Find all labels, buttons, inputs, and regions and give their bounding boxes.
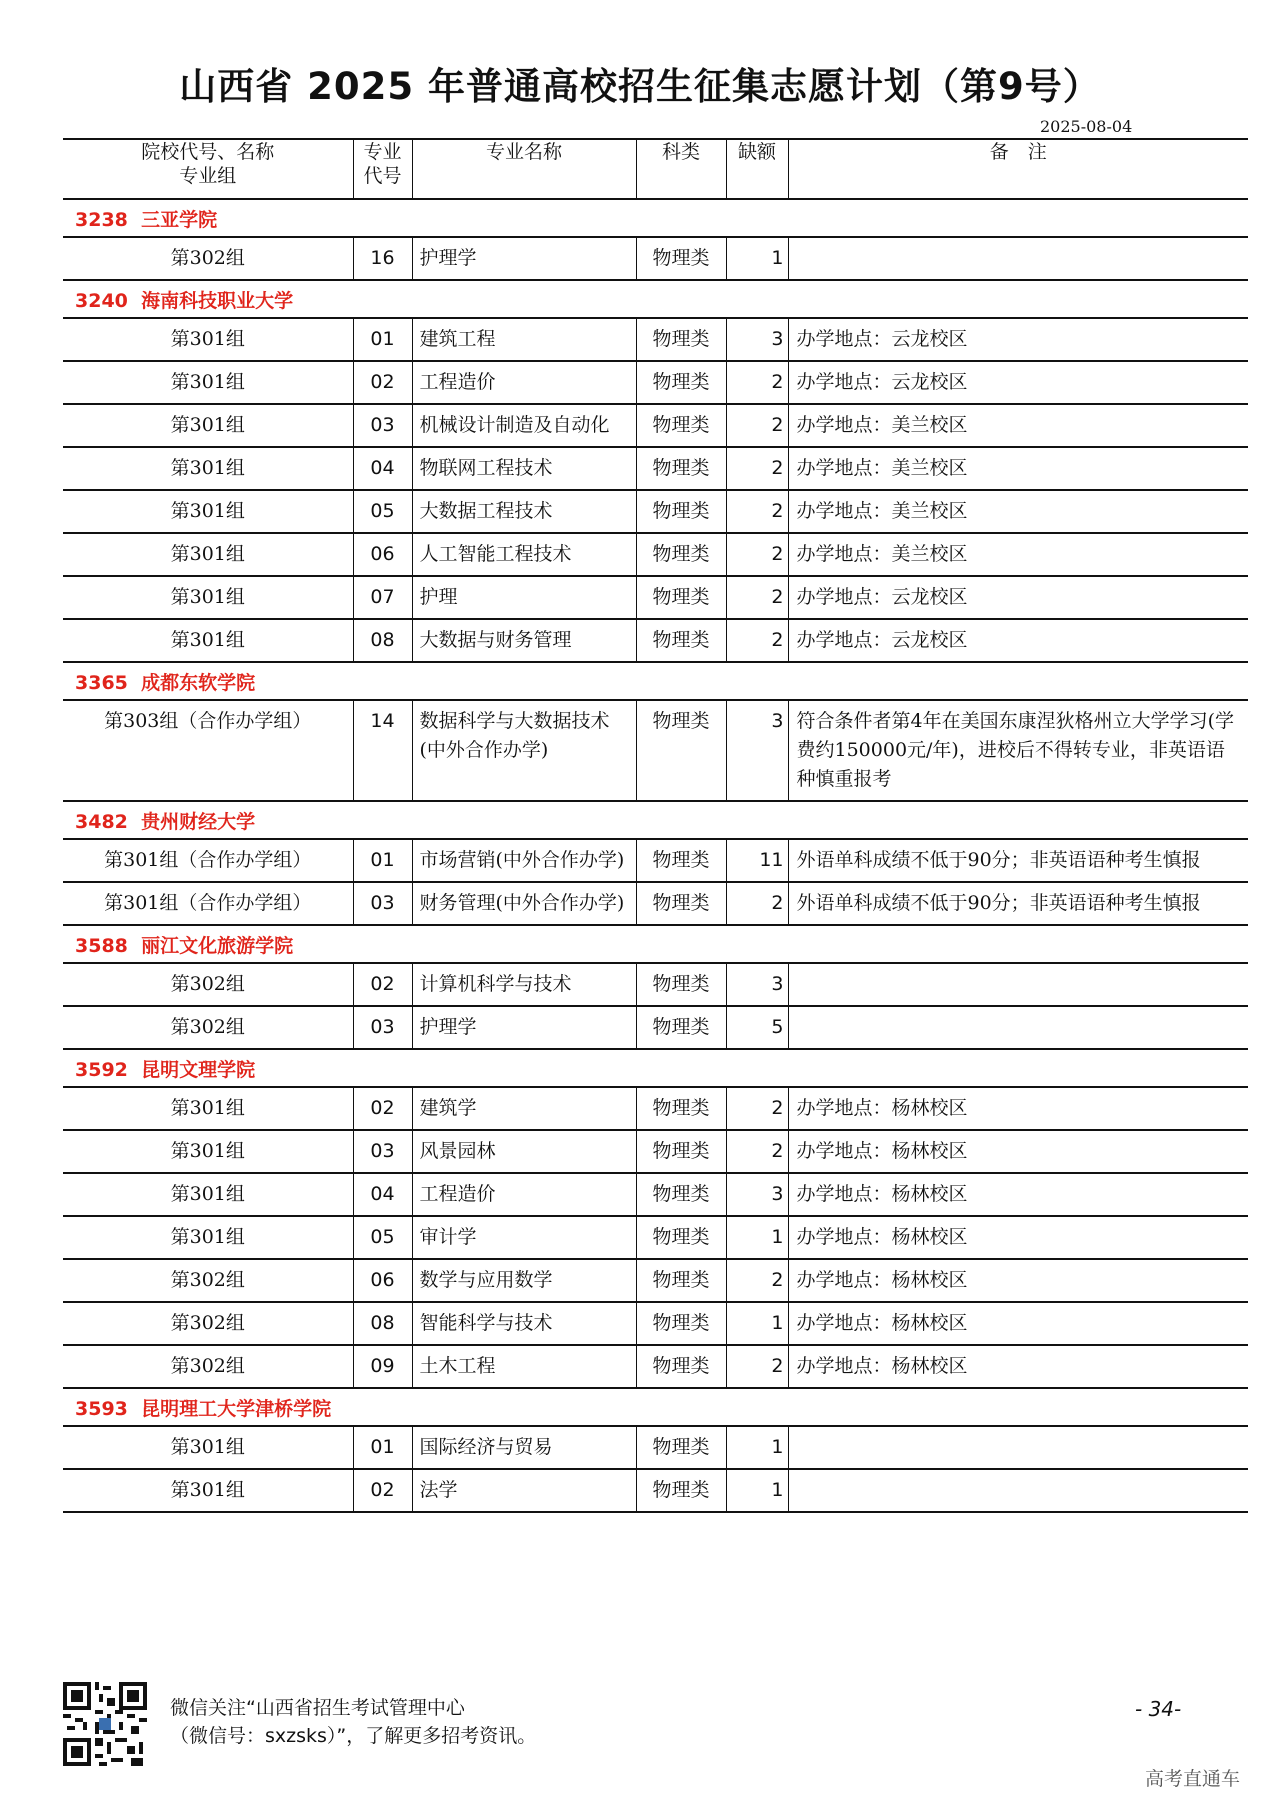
remark-cell: 办学地点：杨林校区	[788, 1173, 1248, 1216]
table-row	[63, 237, 1248, 280]
group-cell: 第302组	[63, 237, 353, 280]
remark-cell: 办学地点：云龙校区	[788, 619, 1248, 662]
table-row	[63, 490, 1248, 533]
table-row	[63, 619, 1248, 662]
major-code-cell: 01	[353, 318, 412, 361]
major-name-cell: 财务管理(中外合作办学)	[412, 882, 636, 925]
major-code-cell: 04	[353, 447, 412, 490]
major-name-cell: 护理	[412, 576, 636, 619]
vacancies-cell: 1	[726, 1302, 788, 1345]
table-row	[63, 839, 1248, 882]
major-code-cell: 06	[353, 1259, 412, 1302]
vacancies-cell: 3	[726, 318, 788, 361]
category-cell: 物理类	[636, 1216, 726, 1259]
major-code-cell: 03	[353, 404, 412, 447]
group-cell: 第301组	[63, 576, 353, 619]
watermark-text: 高考直通车	[1145, 1768, 1241, 1790]
major-code-cell: 02	[353, 1469, 412, 1512]
major-name-cell: 人工智能工程技术	[412, 533, 636, 576]
header-group-label: 院校代号、名称 专业组	[141, 141, 275, 187]
vacancies-cell: 3	[726, 700, 788, 801]
major-name-cell: 审计学	[412, 1216, 636, 1259]
category-cell: 物理类	[636, 839, 726, 882]
footer-line-1: 微信关注“山西省招生考试管理中心	[170, 1697, 465, 1719]
school-row	[63, 1049, 1248, 1087]
major-code-cell: 03	[353, 1130, 412, 1173]
category-cell: 物理类	[636, 1469, 726, 1512]
group-cell: 第302组	[63, 1302, 353, 1345]
page-number: - 34-	[1135, 1697, 1182, 1721]
vacancies-cell: 1	[726, 1216, 788, 1259]
category-cell: 物理类	[636, 1302, 726, 1345]
category-cell: 物理类	[636, 1173, 726, 1216]
major-name-cell: 风景园林	[412, 1130, 636, 1173]
group-cell: 第301组	[63, 1130, 353, 1173]
remark-cell: 办学地点：杨林校区	[788, 1259, 1248, 1302]
publish-date: 2025-08-04	[1040, 117, 1133, 136]
category-cell: 物理类	[636, 963, 726, 1006]
school-name: 3592 昆明文理学院	[63, 1049, 1248, 1087]
remark-cell	[788, 1006, 1248, 1049]
header-remarks: 备 注	[788, 139, 1248, 199]
header-vacancies: 缺额	[726, 139, 788, 199]
major-name-cell: 工程造价	[412, 1173, 636, 1216]
remark-cell: 办学地点：杨林校区	[788, 1087, 1248, 1130]
table-row	[63, 1426, 1248, 1469]
remark-cell: 办学地点：美兰校区	[788, 404, 1248, 447]
major-name-cell: 大数据与财务管理	[412, 619, 636, 662]
remark-cell: 办学地点：杨林校区	[788, 1216, 1248, 1259]
category-cell: 物理类	[636, 576, 726, 619]
category-cell: 物理类	[636, 1130, 726, 1173]
table-row	[63, 1087, 1248, 1130]
remark-cell	[788, 237, 1248, 280]
remark-cell: 办学地点：杨林校区	[788, 1302, 1248, 1345]
qr-code-icon	[63, 1682, 147, 1766]
school-name: 3588 丽江文化旅游学院	[63, 925, 1248, 963]
group-cell: 第302组	[63, 963, 353, 1006]
major-code-cell: 03	[353, 1006, 412, 1049]
major-name-cell: 大数据工程技术	[412, 490, 636, 533]
header-category: 科类	[636, 139, 726, 199]
vacancies-cell: 2	[726, 361, 788, 404]
vacancies-cell: 2	[726, 882, 788, 925]
vacancies-cell: 2	[726, 1345, 788, 1388]
major-name-cell: 数学与应用数学	[412, 1259, 636, 1302]
remark-cell: 办学地点：云龙校区	[788, 318, 1248, 361]
remark-cell: 办学地点：美兰校区	[788, 447, 1248, 490]
major-name-cell: 土木工程	[412, 1345, 636, 1388]
table-row	[63, 533, 1248, 576]
table-row	[63, 700, 1248, 801]
major-code-cell: 05	[353, 1216, 412, 1259]
vacancies-cell: 2	[726, 1130, 788, 1173]
remark-cell	[788, 1469, 1248, 1512]
footer-note	[170, 1694, 536, 1750]
group-cell: 第301组	[63, 490, 353, 533]
school-name: 3482 贵州财经大学	[63, 801, 1248, 839]
vacancies-cell: 2	[726, 576, 788, 619]
vacancies-cell: 2	[726, 1087, 788, 1130]
group-cell: 第301组	[63, 447, 353, 490]
vacancies-cell: 3	[726, 1173, 788, 1216]
category-cell: 物理类	[636, 361, 726, 404]
group-cell: 第301组	[63, 361, 353, 404]
major-code-cell: 08	[353, 619, 412, 662]
school-name: 3365 成都东软学院	[63, 662, 1248, 700]
table-row	[63, 882, 1248, 925]
table-row	[63, 447, 1248, 490]
school-row	[63, 662, 1248, 700]
group-cell: 第301组	[63, 619, 353, 662]
category-cell: 物理类	[636, 700, 726, 801]
school-name: 3593 昆明理工大学津桥学院	[63, 1388, 1248, 1426]
major-name-cell: 护理学	[412, 1006, 636, 1049]
footer-line-2: （微信号：sxzsks）”，了解更多招考资讯。	[170, 1725, 537, 1747]
category-cell: 物理类	[636, 533, 726, 576]
major-name-cell: 护理学	[412, 237, 636, 280]
major-name-cell: 数据科学与大数据技术(中外合作办学)	[412, 700, 636, 801]
page-title: 山西省 2025 年普通高校招生征集志愿计划（第9号）	[179, 65, 1101, 108]
category-cell: 物理类	[636, 1087, 726, 1130]
major-name-cell: 市场营销(中外合作办学)	[412, 839, 636, 882]
vacancies-cell: 2	[726, 447, 788, 490]
remark-cell	[788, 963, 1248, 1006]
school-row	[63, 925, 1248, 963]
header-major-code	[353, 139, 412, 199]
vacancies-cell: 2	[726, 1259, 788, 1302]
major-name-cell: 建筑工程	[412, 318, 636, 361]
table-row	[63, 361, 1248, 404]
vacancies-cell: 3	[726, 963, 788, 1006]
group-cell: 第301组	[63, 1173, 353, 1216]
table-row	[63, 1469, 1248, 1512]
category-cell: 物理类	[636, 1006, 726, 1049]
category-cell: 物理类	[636, 404, 726, 447]
group-cell: 第301组	[63, 1426, 353, 1469]
school-row	[63, 801, 1248, 839]
remark-cell: 办学地点：杨林校区	[788, 1345, 1248, 1388]
remark-cell	[788, 1426, 1248, 1469]
major-name-cell: 法学	[412, 1469, 636, 1512]
table-row	[63, 1173, 1248, 1216]
vacancies-cell: 1	[726, 1426, 788, 1469]
table-row	[63, 318, 1248, 361]
vacancies-cell: 2	[726, 490, 788, 533]
major-code-cell: 06	[353, 533, 412, 576]
category-cell: 物理类	[636, 490, 726, 533]
enrollment-plan-table	[63, 138, 1248, 1513]
category-cell: 物理类	[636, 237, 726, 280]
remark-cell: 办学地点：杨林校区	[788, 1130, 1248, 1173]
remark-cell: 办学地点：美兰校区	[788, 490, 1248, 533]
table-row	[63, 1216, 1248, 1259]
major-code-cell: 01	[353, 1426, 412, 1469]
major-code-cell: 02	[353, 361, 412, 404]
header-major-code-label: 专业 代号	[363, 141, 402, 187]
category-cell: 物理类	[636, 619, 726, 662]
group-cell: 第302组	[63, 1345, 353, 1388]
major-code-cell: 07	[353, 576, 412, 619]
major-code-cell: 16	[353, 237, 412, 280]
table-row	[63, 1130, 1248, 1173]
major-name-cell: 智能科学与技术	[412, 1302, 636, 1345]
vacancies-cell: 1	[726, 1469, 788, 1512]
category-cell: 物理类	[636, 1259, 726, 1302]
category-cell: 物理类	[636, 318, 726, 361]
major-code-cell: 02	[353, 1087, 412, 1130]
category-cell: 物理类	[636, 447, 726, 490]
table-row	[63, 404, 1248, 447]
group-cell: 第301组	[63, 404, 353, 447]
group-cell: 第301组（合作办学组）	[63, 839, 353, 882]
category-cell: 物理类	[636, 1426, 726, 1469]
major-name-cell: 物联网工程技术	[412, 447, 636, 490]
table-row	[63, 1006, 1248, 1049]
group-cell: 第301组	[63, 1469, 353, 1512]
school-row	[63, 1388, 1248, 1426]
major-code-cell: 05	[353, 490, 412, 533]
remark-cell: 办学地点：美兰校区	[788, 533, 1248, 576]
table-row	[63, 1345, 1248, 1388]
table-row	[63, 576, 1248, 619]
major-name-cell: 建筑学	[412, 1087, 636, 1130]
school-name: 3238 三亚学院	[63, 199, 1248, 237]
header-group	[63, 139, 353, 199]
group-cell: 第302组	[63, 1006, 353, 1049]
major-code-cell: 09	[353, 1345, 412, 1388]
vacancies-cell: 2	[726, 619, 788, 662]
remark-cell: 办学地点：云龙校区	[788, 576, 1248, 619]
group-cell: 第301组	[63, 1087, 353, 1130]
major-code-cell: 02	[353, 963, 412, 1006]
group-cell: 第301组（合作办学组）	[63, 882, 353, 925]
vacancies-cell: 1	[726, 237, 788, 280]
major-code-cell: 01	[353, 839, 412, 882]
major-name-cell: 工程造价	[412, 361, 636, 404]
major-code-cell: 14	[353, 700, 412, 801]
category-cell: 物理类	[636, 882, 726, 925]
table-row	[63, 1259, 1248, 1302]
vacancies-cell: 5	[726, 1006, 788, 1049]
vacancies-cell: 2	[726, 533, 788, 576]
major-code-cell: 03	[353, 882, 412, 925]
major-code-cell: 04	[353, 1173, 412, 1216]
vacancies-cell: 2	[726, 404, 788, 447]
major-name-cell: 国际经济与贸易	[412, 1426, 636, 1469]
table-row	[63, 963, 1248, 1006]
school-name: 3240 海南科技职业大学	[63, 280, 1248, 318]
major-name-cell: 计算机科学与技术	[412, 963, 636, 1006]
table-header-row	[63, 139, 1248, 199]
school-row	[63, 280, 1248, 318]
group-cell: 第302组	[63, 1259, 353, 1302]
remark-cell: 外语单科成绩不低于90分；非英语语种考生慎报	[788, 882, 1248, 925]
table-row	[63, 1302, 1248, 1345]
group-cell: 第301组	[63, 1216, 353, 1259]
remark-cell: 符合条件者第4年在美国东康涅狄格州立大学学习(学费约150000元/年)，进校后不得转专业，非英语语种慎重报考	[788, 700, 1248, 801]
school-row	[63, 199, 1248, 237]
category-cell: 物理类	[636, 1345, 726, 1388]
group-cell: 第301组	[63, 533, 353, 576]
header-major-name: 专业名称	[412, 139, 636, 199]
vacancies-cell: 11	[726, 839, 788, 882]
major-code-cell: 08	[353, 1302, 412, 1345]
remark-cell: 办学地点：云龙校区	[788, 361, 1248, 404]
group-cell: 第303组（合作办学组）	[63, 700, 353, 801]
group-cell: 第301组	[63, 318, 353, 361]
major-name-cell: 机械设计制造及自动化	[412, 404, 636, 447]
remark-cell: 外语单科成绩不低于90分；非英语语种考生慎报	[788, 839, 1248, 882]
